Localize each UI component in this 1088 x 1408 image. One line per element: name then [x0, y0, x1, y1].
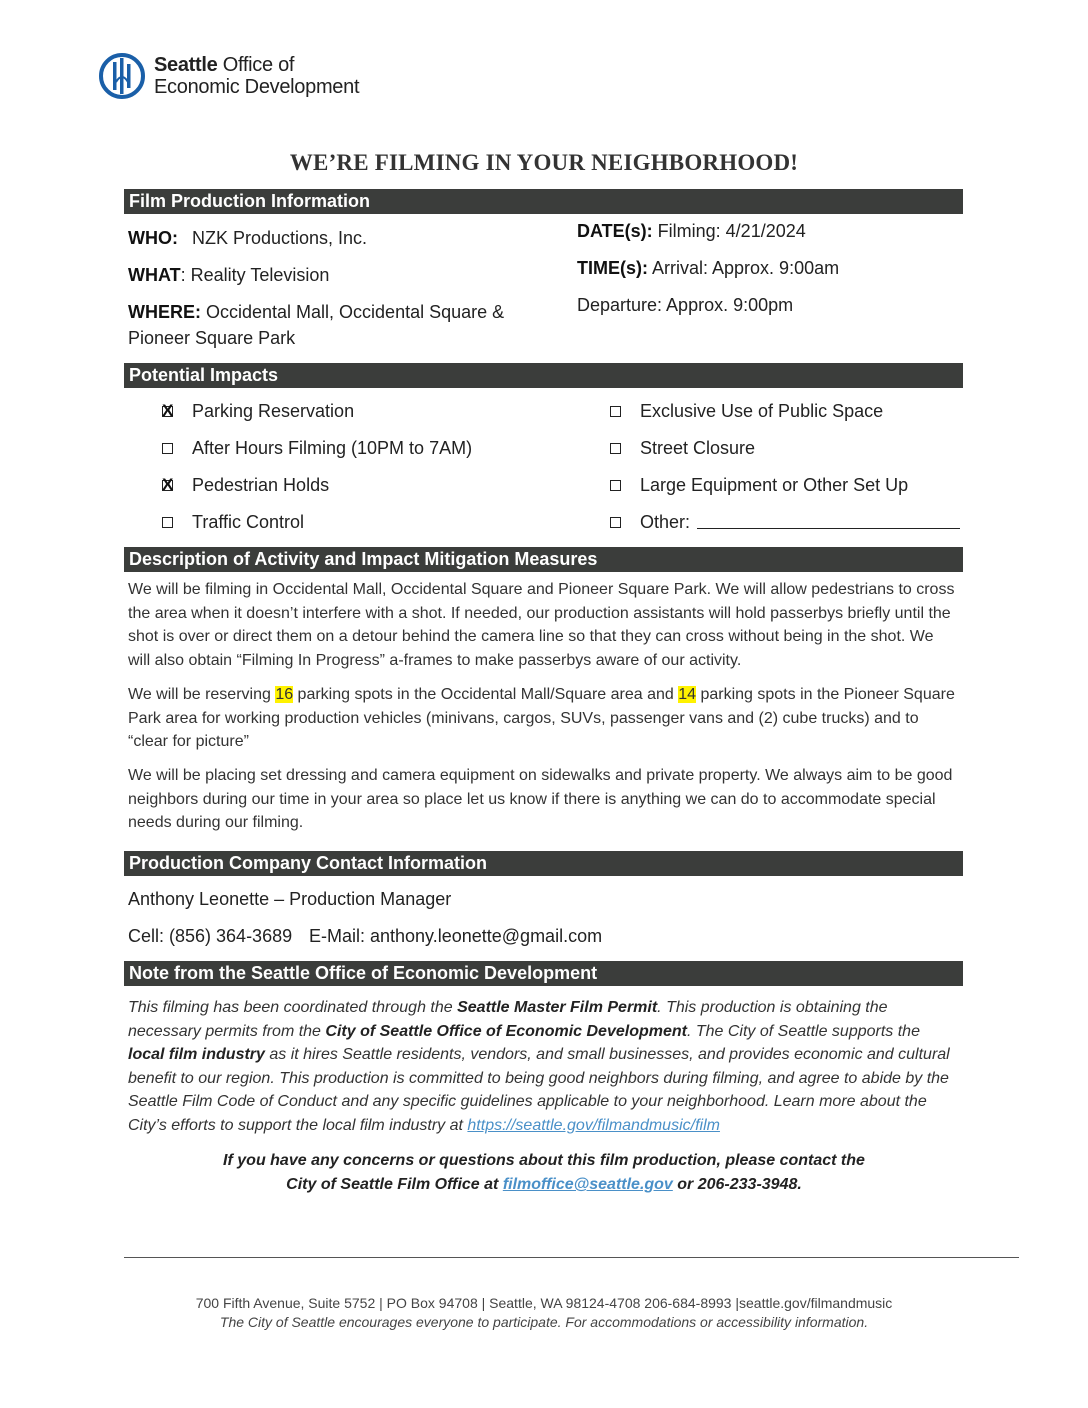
checkbox-exclusive-use[interactable] [610, 406, 621, 417]
checkbox-traffic-control[interactable] [162, 517, 173, 528]
page-title: WE’RE FILMING IN YOUR NEIGHBORHOOD! [289, 150, 799, 175]
impact-label: Exclusive Use of Public Space [640, 401, 884, 421]
section-header-description: Description of Activity and Impact Mitigation Measures [124, 547, 963, 572]
checkbox-after-hours[interactable] [162, 443, 173, 454]
contact-phone: Cell: (856) 364-3689 [128, 926, 293, 946]
other-fill-line[interactable] [697, 528, 960, 529]
footer-address: 700 Fifth Avenue, Suite 5752 | PO Box 94708 | Seattle, WA 98124-4708 206-684-8993 |seattle.gov/filmandmusic [195, 1295, 893, 1311]
footer-divider [124, 1257, 1019, 1258]
film-office-email-link[interactable]: filmoffice@seattle.gov [502, 1176, 673, 1193]
date-row: DATE(s): Filming: 4/21/2024 [577, 221, 806, 241]
section-header-note: Note from the Seattle Office of Economic Development [124, 961, 963, 986]
logo-line-1: Seattle Office of [154, 54, 295, 76]
section-header-contact: Production Company Contact Information [124, 851, 963, 876]
section-header-impacts: Potential Impacts [124, 363, 963, 388]
film-office-contact [0, 1149, 1088, 1197]
time-row: TIME(s): Arrival: Approx. 9:00am [577, 258, 840, 278]
contact-name: Anthony Leonette – Production Manager [128, 889, 452, 909]
impact-label: Traffic Control [192, 512, 305, 532]
city-seal-icon [98, 52, 146, 100]
highlight-number: 16 [275, 686, 294, 703]
description-paragraph-2: We will be reserving 16 parking spots in the Occidental Mall/Square area and 14 parking spots in the Pioneer Square Park area for working production vehicles (minivans, cargos, SUVs, passenger vans and (2) cube trucks) and to “clear for picture” [128, 686, 955, 750]
description-paragraph-1: We will be filming in Occidental Mall, Occidental Square and Pioneer Square Park. We will allow pedestrians to cross the area when it doesn’t interfere with a shot. If needed, our production assistants will hold passerbys briefly until the shot is over or direct them on a detour behind the camera line so that they can cross without being in the shot. We will also obtain “Filming In Progress” a-frames to make passerbys aware of our activity. [128, 581, 955, 669]
seattle-oed-logo [98, 52, 398, 100]
where-row: WHERE: Occidental Mall, Occidental Square & [128, 302, 505, 322]
logo-line-2: Economic Development [154, 76, 360, 98]
impact-label: Pedestrian Holds [192, 475, 330, 495]
who-row: WHO: NZK Productions, Inc. [128, 228, 368, 248]
film-office-line-2: City of Seattle Film Office at filmoffice@seattle.gov or 206-233-3948. [286, 1176, 802, 1193]
checkbox-other[interactable] [610, 517, 621, 528]
film-office-line-1: If you have any concerns or questions about this film production, please contact the [223, 1152, 865, 1169]
film-info-link[interactable]: https://seattle.gov/filmandmusic/film [467, 1116, 720, 1134]
what-row: WHAT: Reality Television [128, 265, 330, 285]
impact-label: After Hours Filming (10PM to 7AM) [192, 438, 473, 458]
departure-row: Departure: Approx. 9:00pm [577, 295, 794, 315]
where-row-2: Pioneer Square Park [128, 328, 296, 348]
checkbox-mark: X [162, 475, 174, 494]
checkbox-street-closure[interactable] [610, 443, 621, 454]
impact-label: Large Equipment or Other Set Up [640, 475, 909, 495]
checkbox-large-equipment[interactable] [610, 480, 621, 491]
highlight-number: 14 [678, 686, 697, 703]
section-header-production-info: Film Production Information [124, 189, 963, 214]
footer-note: The City of Seattle encourages everyone to participate. For accommodations or accessibility information. [219, 1314, 869, 1330]
impact-label: Other: [640, 512, 691, 532]
checkbox-mark: X [162, 401, 174, 420]
note-paragraph: This filming has been coordinated through the Seattle Master Film Permit. This production is obtaining the necessary permits from the City of Seattle Office of Economic Development. The City of Seattle supports the local film industry as it hires Seattle residents, vendors, and small businesses, and provides economic and cultural benefit to our region. This production is committed to being good neighbors during filming, and agree to abide by the Seattle Film Code of Conduct and any specific guidelines applicable to your neighborhood. Learn more about the City’s efforts to support the local film industry at https://seattle.gov/filmandmusic/film [128, 999, 950, 1134]
description-paragraph-3: We will be placing set dressing and camera equipment on sidewalks and private property. We always aim to be good neighbors during our time in your area so place let us know if there is anything we can do to accommodate special needs during our filming. [128, 767, 953, 831]
impact-label: Parking Reservation [192, 401, 355, 421]
contact-email: E-Mail: anthony.leonette@gmail.com [309, 926, 603, 946]
impact-label: Street Closure [640, 438, 756, 458]
